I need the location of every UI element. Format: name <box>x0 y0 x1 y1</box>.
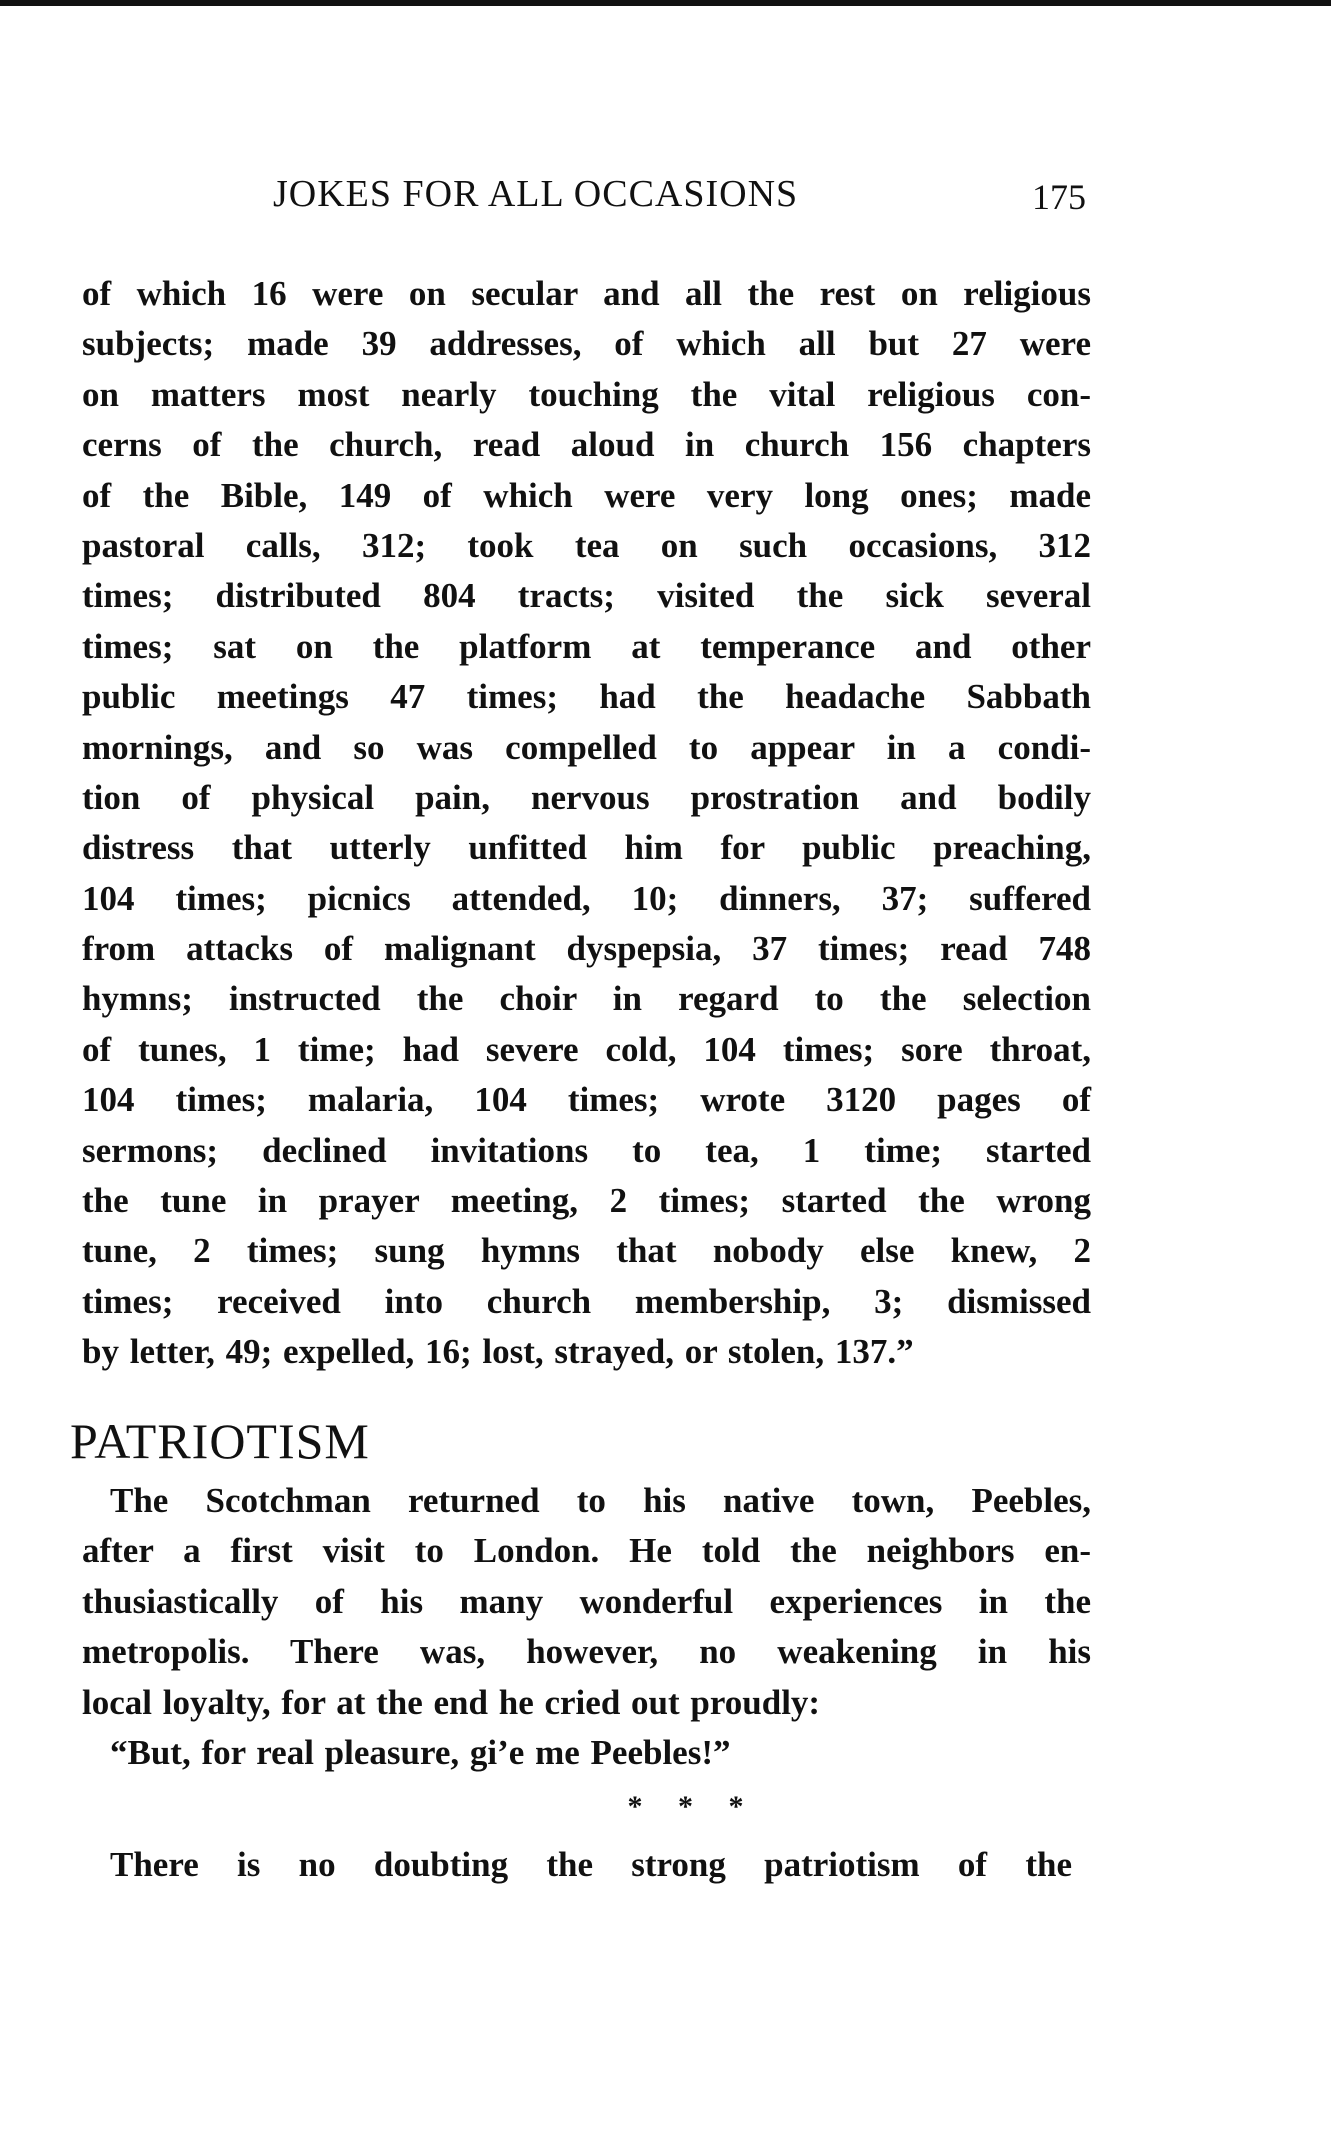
text-line: 104 times; picnics attended, 10; dinners, 37; suffered <box>82 878 1091 918</box>
text-line: The Scotchman returned to his native town, Peebles, <box>110 1481 1091 1520</box>
section-heading: PATRIOTISM <box>70 1413 370 1469</box>
separator-asterisks: * * * <box>627 1790 744 1823</box>
text-line: There is no doubting the strong patriotism of the <box>110 1845 1072 1884</box>
text-line: tune, 2 times; sung hymns that nobody else knew, 2 <box>82 1231 1091 1271</box>
section-paragraph <box>82 1476 1091 1778</box>
text-line: from attacks of malignant dyspepsia, 37 times; read 748 <box>82 929 1091 969</box>
text-line: times; distributed 804 tracts; visited the sick several <box>82 576 1091 616</box>
text-line: 104 times; malaria, 104 times; wrote 3120 pages of <box>82 1080 1091 1120</box>
text-line: metropolis. There was, however, no weakening in his <box>82 1632 1091 1672</box>
text-line: cerns of the church, read aloud in church 156 chapters <box>82 425 1091 465</box>
text-line: of tunes, 1 time; had severe cold, 104 times; sore throat, <box>82 1029 1091 1069</box>
text-line: mornings, and so was compelled to appear in a condi- <box>82 727 1091 767</box>
text-line: distress that utterly unfitted him for public preaching, <box>82 828 1091 868</box>
scan-edge <box>0 0 1331 6</box>
text-line: thusiastically of his many wonderful experiences in the <box>82 1581 1091 1621</box>
text-line: of the Bible, 149 of which were very long ones; made <box>82 475 1091 515</box>
text-line: pastoral calls, 312; took tea on such occasions, 312 <box>82 525 1091 565</box>
text-line: tion of physical pain, nervous prostration and bodily <box>82 777 1091 817</box>
text-line: subjects; made 39 addresses, of which all but 27 were <box>82 324 1091 364</box>
text-line: the tune in prayer meeting, 2 times; started the wrong <box>82 1181 1091 1221</box>
running-title: JOKES FOR ALL OCCASIONS <box>273 173 799 215</box>
running-header <box>0 172 1331 222</box>
text-line: on matters most nearly touching the vital religious con- <box>82 374 1091 414</box>
text-line: after a first visit to London. He told the neighbors en- <box>82 1531 1091 1571</box>
page-number: 175 <box>1032 177 1086 217</box>
next-paragraph <box>82 1840 1072 1890</box>
text-line: times; sat on the platform at temperance and other <box>82 626 1091 666</box>
text-line: of which 16 were on secular and all the rest on religious <box>82 274 1091 313</box>
continued-paragraph <box>82 269 1091 1378</box>
text-line: “But, for real pleasure, gi’e me Peebles!” <box>110 1732 731 1772</box>
text-line: times; received into church membership, 3; dismissed <box>82 1281 1091 1321</box>
text-line: public meetings 47 times; had the headache Sabbath <box>82 677 1091 717</box>
text-line: local loyalty, for at the end he cried out proudly: <box>82 1682 821 1722</box>
text-line: hymns; instructed the choir in regard to the selection <box>82 979 1091 1019</box>
text-line: sermons; declined invitations to tea, 1 time; started <box>82 1130 1091 1170</box>
text-line: by letter, 49; expelled, 16; lost, strayed, or stolen, 137.” <box>82 1332 914 1372</box>
